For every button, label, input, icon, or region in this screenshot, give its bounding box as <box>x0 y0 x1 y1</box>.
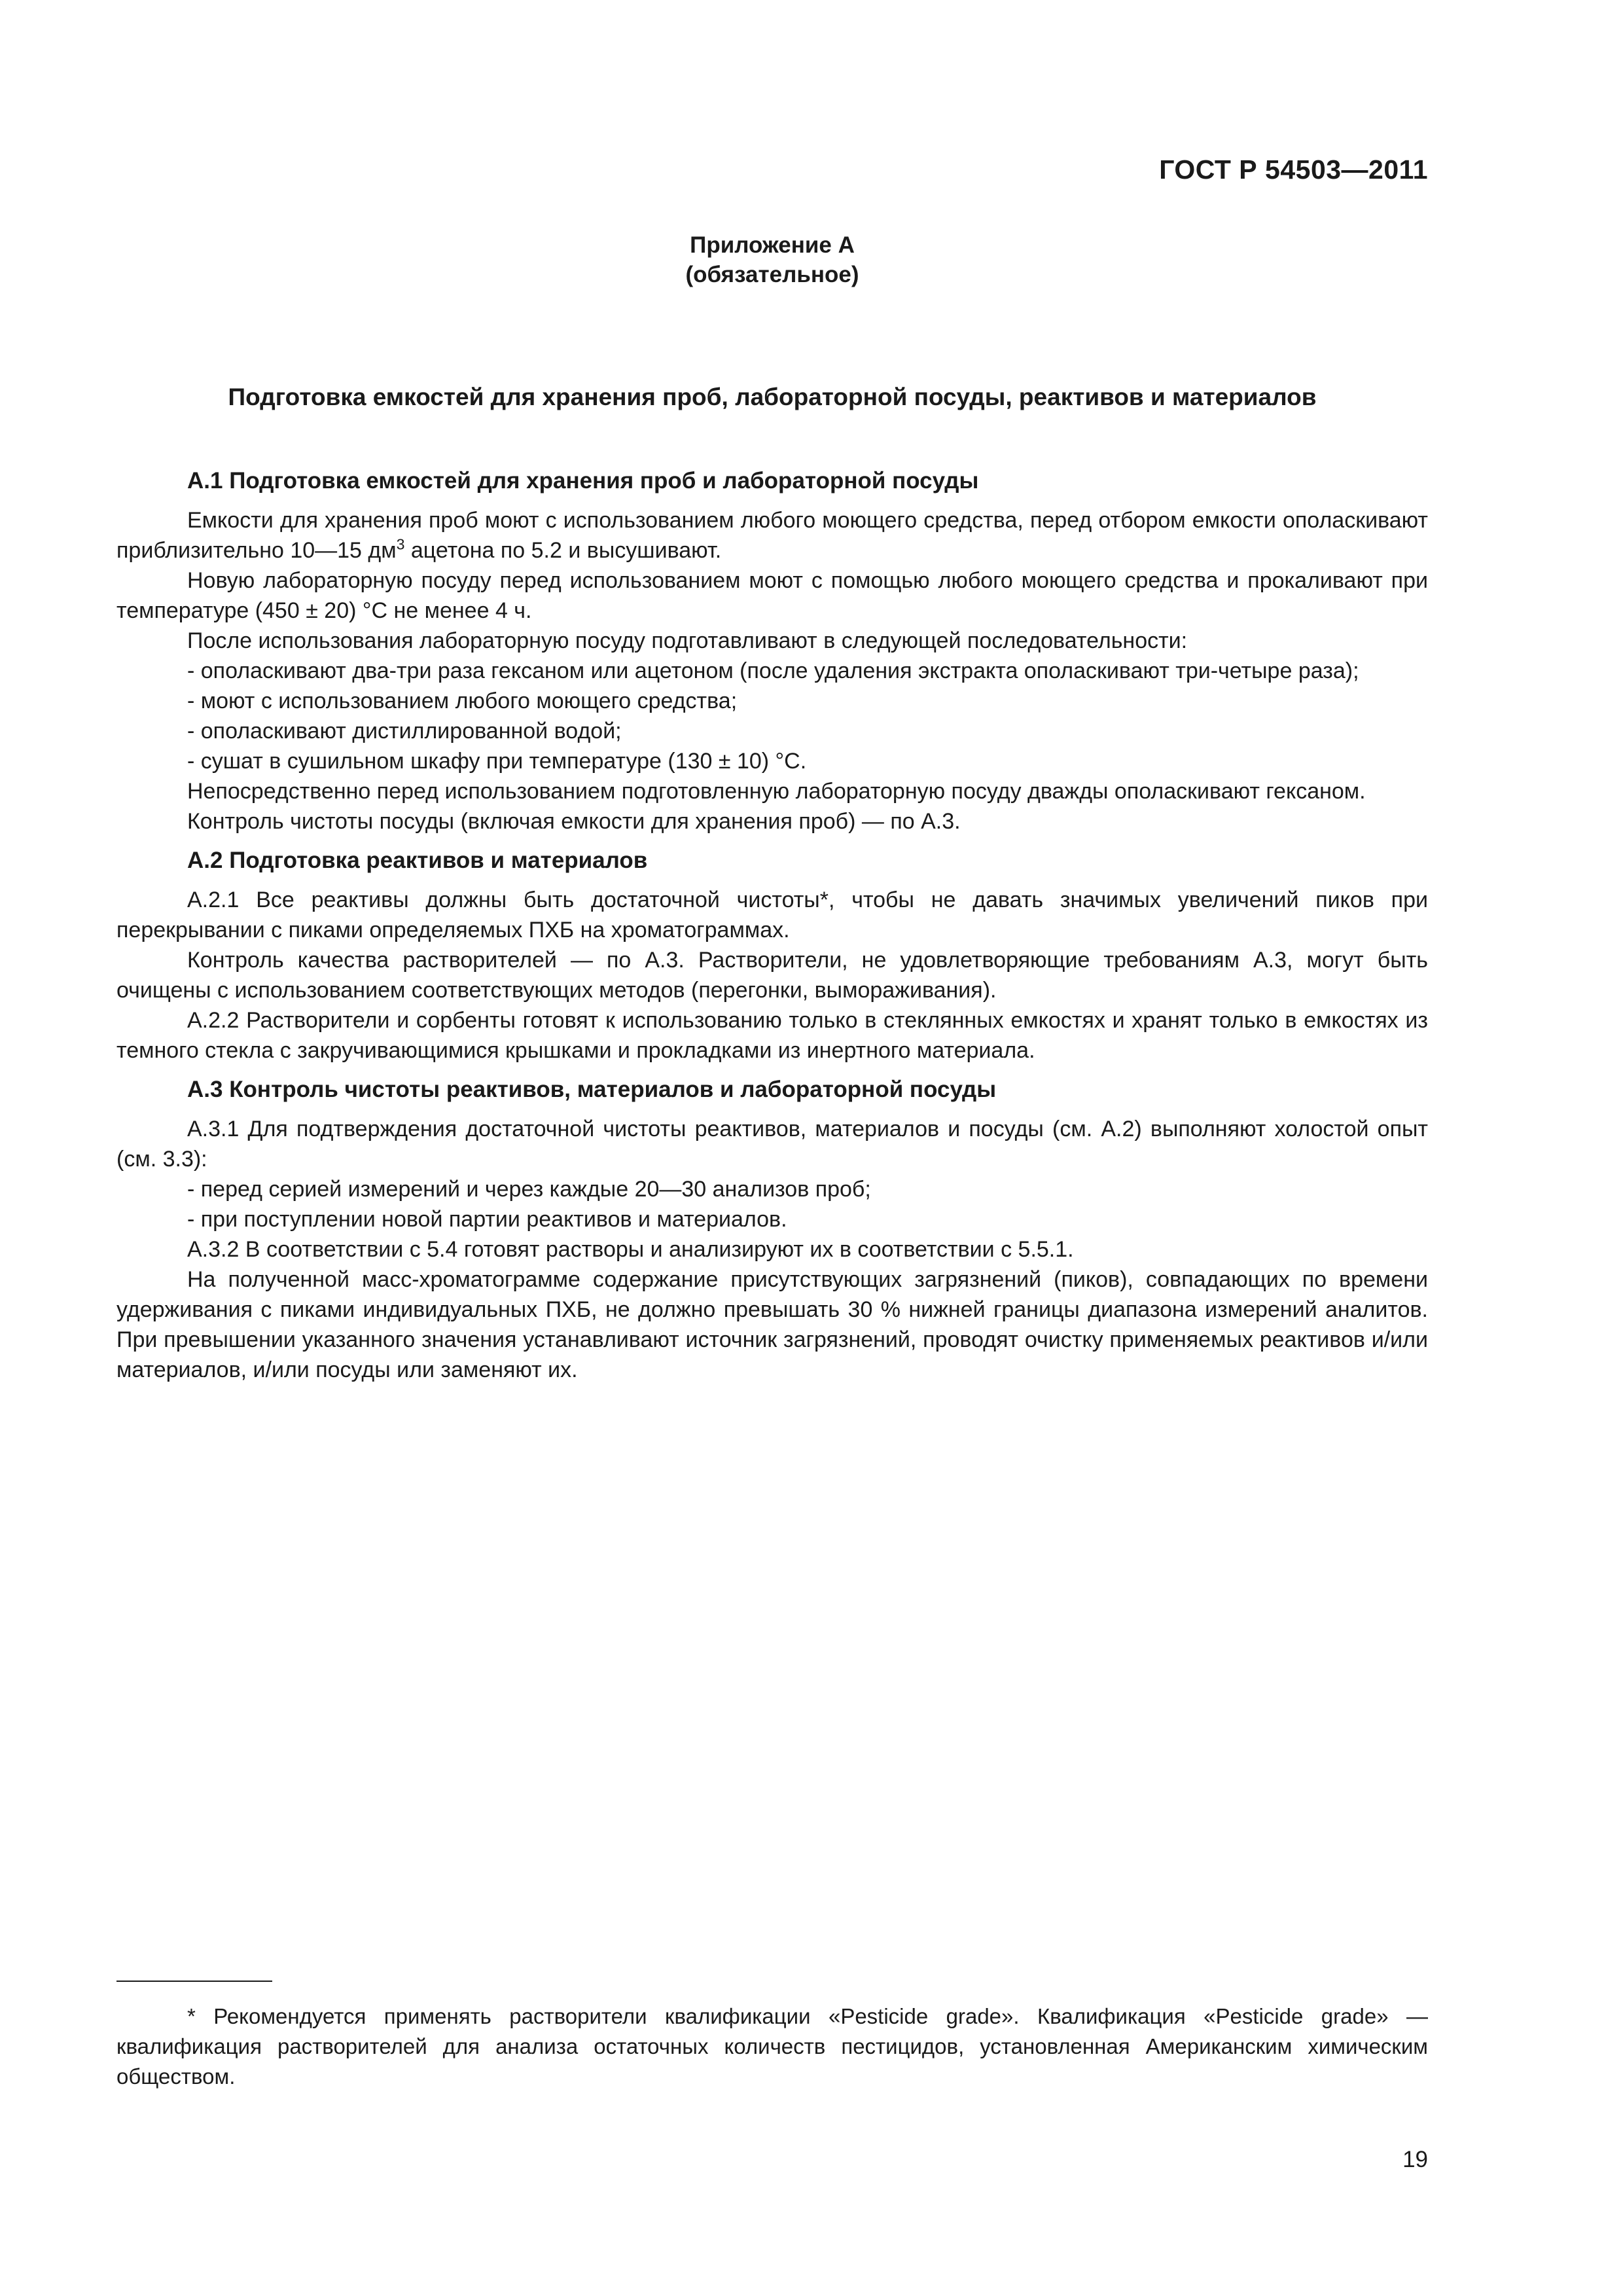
section-a1-paragraph: Непосредственно перед использованием подготовленную лабораторную посуду дважды ополаскивают гексаном. <box>187 779 1366 804</box>
section-a2-paragraph: Контроль качества растворителей — по А.3. Растворители, не удовлетворяющие требованиям А.3, могут быть очищены с использованием соответствующих методов (перегонки, вымораживания). <box>116 948 1428 1003</box>
section-a2-paragraph: А.2.1 Все реактивы должны быть достаточной чистоты*, чтобы не давать значимых увеличений пиков при перекрывании с пиками определяемых ПХБ на хроматограммах. <box>116 888 1428 942</box>
standard-designation: ГОСТ Р 54503—2011 <box>1159 154 1428 185</box>
section-a1-paragraph: Контроль чистоты посуды (включая емкости для хранения проб) — по А.3. <box>187 809 961 834</box>
section-a3-paragraph: На полученной масс-хроматограмме содержание присутствующих загрязнений (пиков), совпадающих по времени удерживания с пиками индивидуальных ПХБ, не должно превышать 30 % нижней границы диапазона измерений аналитов. При превышении указанного значения устанавливают источник загрязнений, проводят очистку применяемых реактивов и/или материалов, и/или посуды или заменяют их. <box>116 1267 1428 1382</box>
footnote-text: * Рекомендуется применять растворители квалификации «Pesticide grade». Квалификация «Pesticide grade» — квалификация растворителей для анализа остаточных количеств пестицидов, установленная Американским химическим обществом. <box>116 2004 1428 2089</box>
section-a2-heading: А.2 Подготовка реактивов и материалов <box>187 848 648 873</box>
a1-p1-text-end: ацетона по 5.2 и высушивают. <box>404 538 722 563</box>
section-a3-paragraph: А.3.2 В соответствии с 5.4 готовят растворы и анализируют их в соответствии с 5.5.1. <box>187 1237 1074 1262</box>
section-a1-paragraph: После использования лабораторную посуду подготавливают в следующей последовательности: <box>187 628 1188 653</box>
list-item: - ополаскивают дистиллированной водой; <box>187 719 622 744</box>
list-item: - ополаскивают два-три раза гексаном или ацетоном (после удаления экстракта ополаскивают три-четыре раза); <box>187 658 1359 683</box>
section-a1-paragraph <box>116 505 1428 565</box>
document-page <box>116 0 1428 2296</box>
a1-p1-superscript: 3 <box>396 535 405 553</box>
annex-title: Приложение А <box>690 232 855 258</box>
list-item: - перед серией измерений и через каждые 20—30 анализов проб; <box>187 1177 871 1202</box>
section-a3-paragraph: А.3.1 Для подтверждения достаточной чистоты реактивов, материалов и посуды (см. А.2) выполняют холостой опыт (см. 3.3): <box>116 1117 1428 1172</box>
section-a2-paragraph: А.2.2 Растворители и сорбенты готовят к использованию только в стеклянных емкостях и хранят только в емкостях из темного стекла с закручивающимися крышками и прокладками из инертного материала. <box>116 1008 1428 1063</box>
annex-main-title: Подготовка емкостей для хранения проб, лабораторной посуды, реактивов и материалов <box>228 384 1317 410</box>
annex-body <box>116 466 1428 1385</box>
section-a1-heading: А.1 Подготовка емкостей для хранения проб и лабораторной посуды <box>187 468 979 493</box>
a1-p1-text: Емкости для хранения проб моют с использованием любого моющего средства, перед отбором емкости ополаскивают приблизительно 10—15 дм <box>116 508 1428 563</box>
footnote-divider <box>116 1981 272 1982</box>
footnote <box>116 2001 1428 2092</box>
section-a3-heading: А.3 Контроль чистоты реактивов, материалов и лабораторной посуды <box>187 1077 997 1102</box>
annex-kind: (обязательное) <box>685 262 859 287</box>
page-number: 19 <box>1402 2147 1428 2172</box>
list-item: - моют с использованием любого моющего средства; <box>187 689 738 713</box>
list-item: - при поступлении новой партии реактивов и материалов. <box>187 1207 787 1232</box>
list-item: - сушат в сушильном шкафу при температуре (130 ± 10) °С. <box>187 749 807 774</box>
section-a1-paragraph: Новую лабораторную посуду перед использованием моют с помощью любого моющего средства и прокаливают при температуре (450 ± 20) °С не менее 4 ч. <box>116 568 1428 623</box>
